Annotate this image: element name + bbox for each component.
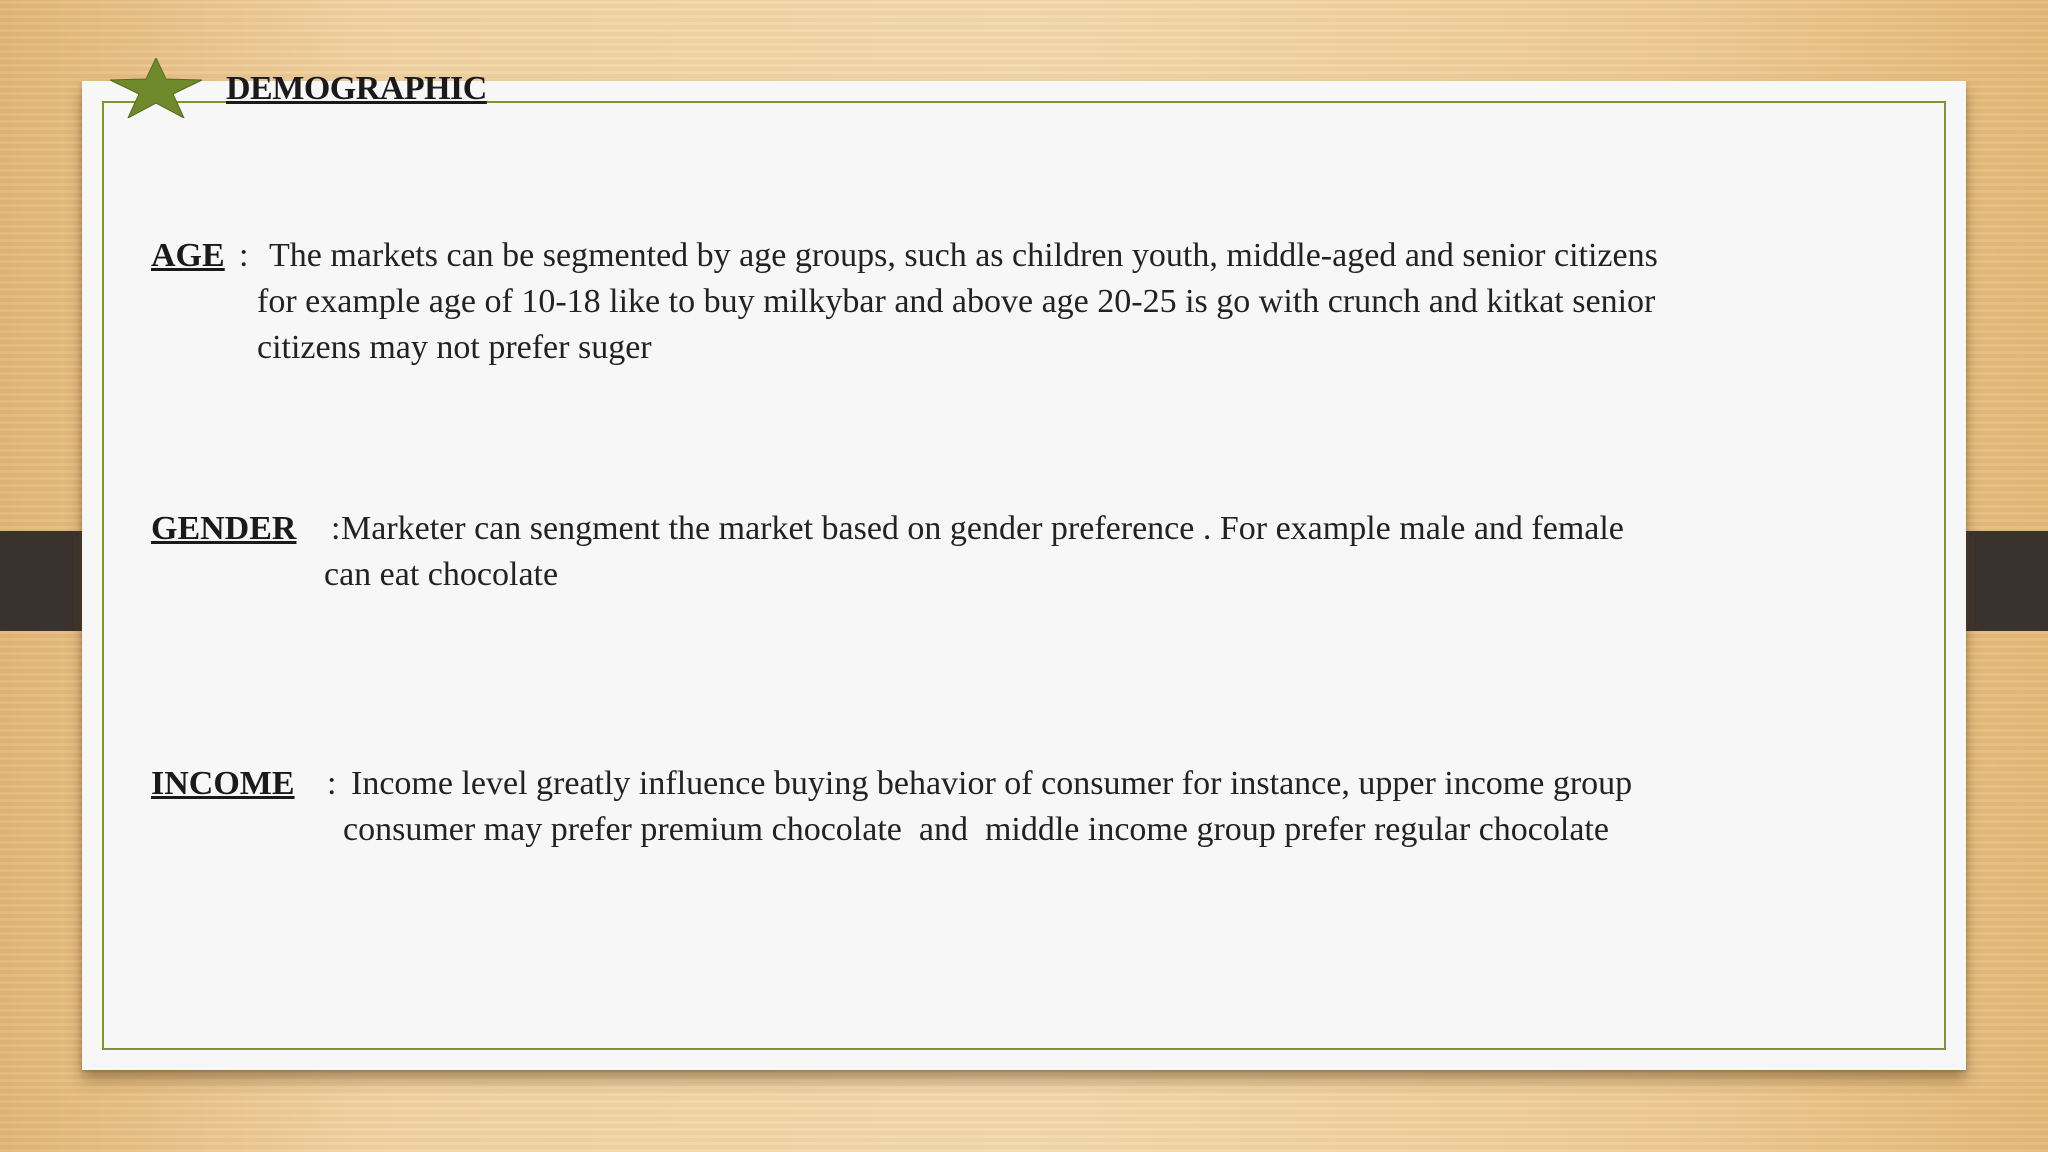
body-line: Marketer can sengment the market based on gender preference . For example male and female — [341, 510, 1624, 547]
section-body — [257, 233, 1658, 371]
body-line: can eat chocolate — [324, 556, 559, 593]
body-line: for example age of 10-18 like to buy milkybar and above age 20-25 is go with crunch and kitkat senior — [257, 283, 1656, 320]
body-line: citizens may not prefer suger — [257, 329, 652, 366]
body-line: Income level greatly influence buying behavior of consumer for instance, upper income group — [351, 765, 1633, 802]
star-icon — [108, 58, 204, 118]
section-term: GENDER — [151, 510, 297, 547]
body-line: consumer may prefer premium chocolate and middle income group prefer regular chocolate — [343, 811, 1609, 848]
section-term: AGE — [151, 237, 225, 274]
section-term: INCOME — [151, 765, 295, 802]
separator: : — [331, 510, 341, 547]
section-body — [343, 761, 1632, 853]
separator: : — [327, 765, 337, 802]
separator: : — [239, 237, 249, 274]
body-line: The markets can be segmented by age groups, such as children youth, middle-aged and senior citizens — [269, 237, 1658, 274]
section-body — [324, 506, 1624, 598]
slide-title: DEMOGRAPHIC — [226, 70, 487, 107]
